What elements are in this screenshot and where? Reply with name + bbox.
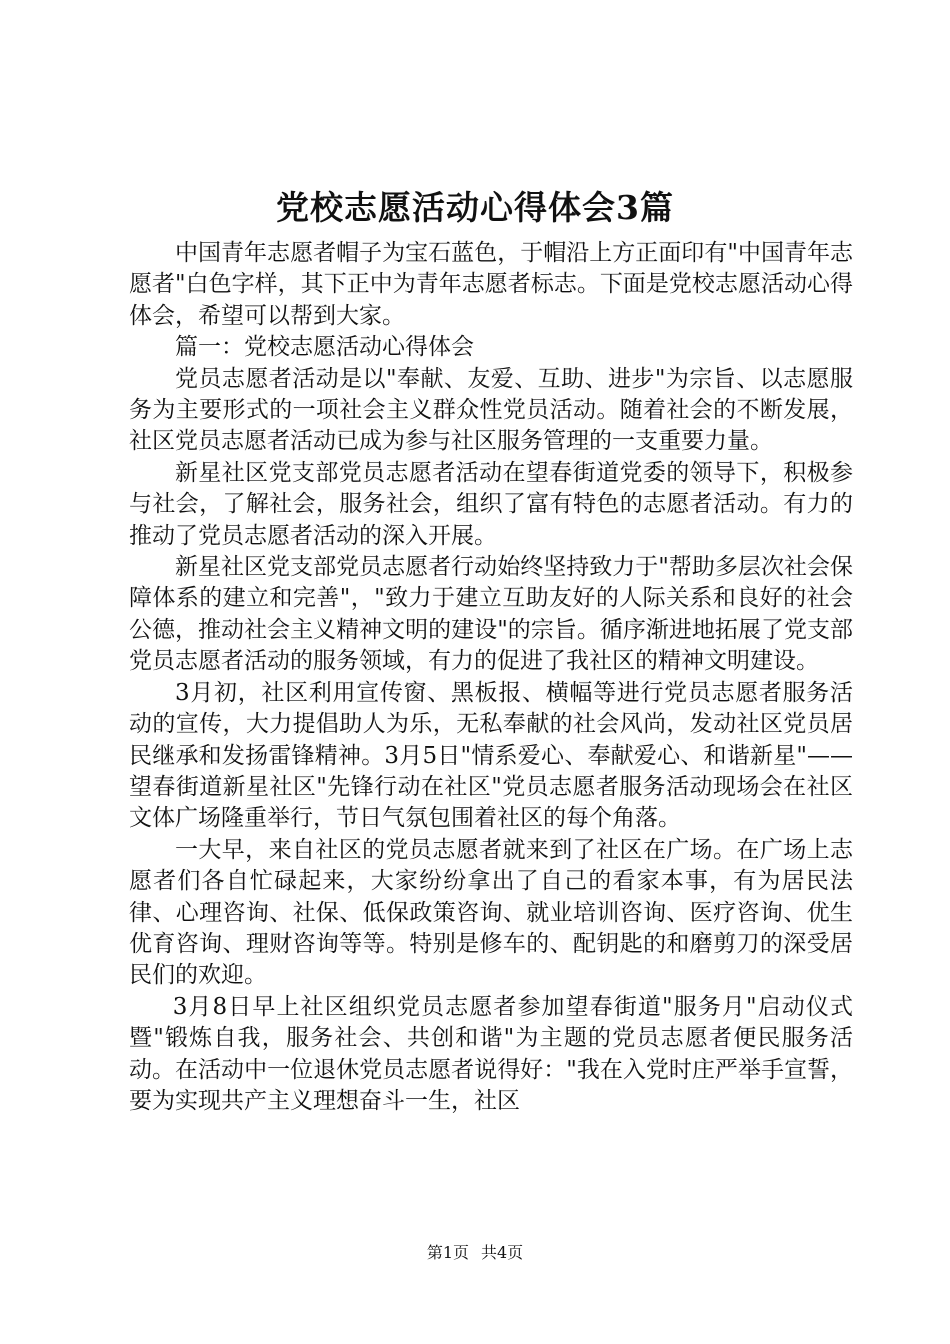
page-title: 党校志愿活动心得体会3篇 (276, 188, 674, 227)
page-total: 共4页 (481, 1243, 524, 1262)
document-body (129, 238, 853, 1117)
paragraph: 3月8日早上社区组织党员志愿者参加望春街道"服务月"启动仪式暨"锻炼自我，服务社会、共创和谐"为主题的党员志愿者便民服务活动。在活动中一位退休党员志愿者说得好："我在入党时庄严举手宣誓，要为实现共产主义理想奋斗一生，社区 (129, 993, 853, 1114)
paragraph: 一大早，来自社区的党员志愿者就来到了社区在广场。在广场上志愿者们各自忙碌起来，大家纷纷拿出了自己的看家本事，有为居民法律、心理咨询、社保、低保政策咨询、就业培训咨询、医疗咨询、优生优育咨询、理财咨询等等。特别是修车的、配钥匙的和磨剪刀的深受居民们的欢迎。 (129, 836, 853, 989)
paragraph: 党员志愿者活动是以"奉献、友爱、互助、进步"为宗旨、以志愿服务为主要形式的一项社会主义群众性党员活动。随着社会的不断发展，社区党员志愿者活动已成为参与社区服务管理的一支重要力量。 (129, 365, 853, 455)
paragraph: 新星社区党支部党员志愿者行动始终坚持致力于"帮助多层次社会保障体系的建立和完善"，"致力于建立互助友好的人际关系和良好的社会公德，推动社会主义精神文明的建设"的宗旨。循序渐进地拓展了党支部党员志愿者活动的服务领域，有力的促进了我社区的精神文明建设。 (129, 554, 853, 675)
page-number: 第1页 (426, 1243, 469, 1262)
paragraph-intro: 中国青年志愿者帽子为宝石蓝色，于帽沿上方正面印有"中国青年志愿者"白色字样，其下正中为青年志愿者标志。下面是党校志愿活动心得体会，希望可以帮到大家。 (129, 240, 853, 329)
page-footer (0, 1242, 950, 1264)
paragraph: 新星社区党支部党员志愿者活动在望春街道党委的领导下，积极参与社会，了解社会，服务社会，组织了富有特色的志愿者活动。有力的推动了党员志愿者活动的深入开展。 (129, 459, 853, 549)
paragraph: 3月初，社区利用宣传窗、黑板报、横幅等进行党员志愿者服务活动的宣传，大力提倡助人为乐，无私奉献的社会风尚，发动社区党员居民继承和发扬雷锋精神。3月5日"情系爱心、奉献爱心、和谐新星"——望春街道新星社区"先锋行动在社区"党员志愿者服务活动现场会在社区文体广场隆重举行，节日气氛包围着社区的每个角落。 (129, 679, 853, 832)
section-heading-part-one: 篇一：党校志愿活动心得体会 (175, 334, 474, 361)
